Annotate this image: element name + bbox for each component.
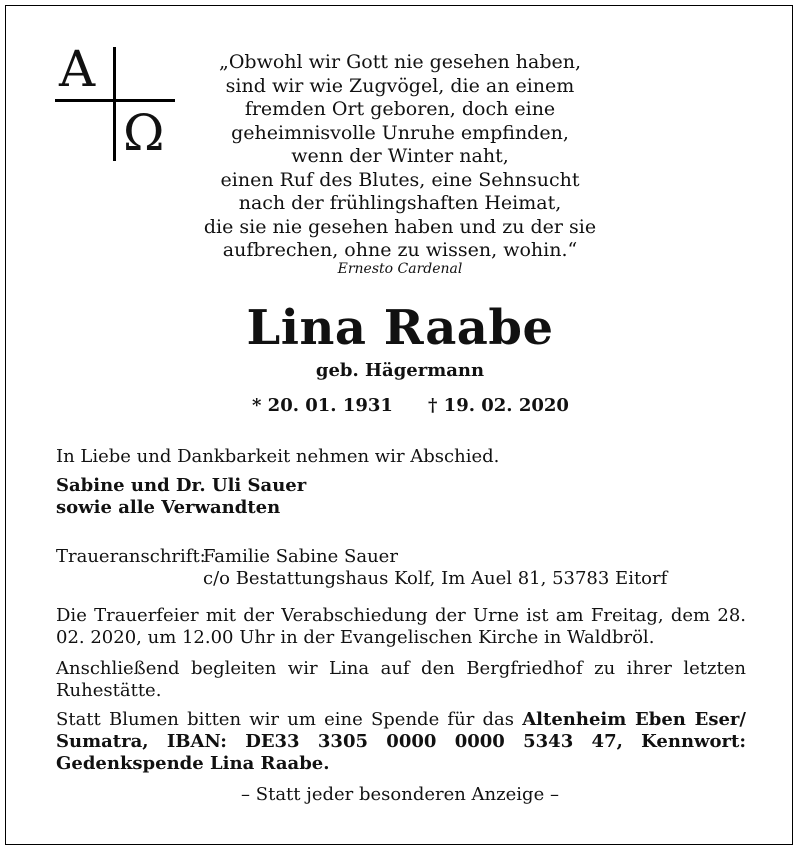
quote-author: Ernesto Cardenal (337, 261, 463, 277)
cross-horizontal-bar (55, 99, 175, 102)
family-signature (56, 475, 746, 519)
quote-line: fremden Ort geboren, doch eine (244, 98, 556, 120)
family-line: sowie alle Verwandten (56, 497, 281, 518)
quote (200, 51, 600, 263)
alpha-letter: A (59, 40, 96, 98)
cross-vertical-bar (113, 47, 116, 161)
birth-name: geb. Hägermann (315, 360, 485, 381)
donation-intro: Statt Blumen bitten wir um eine Spende für das (56, 709, 523, 730)
mourning-address (56, 546, 746, 590)
quote-line: einen Ruf des Blutes, eine Sehnsucht (220, 168, 580, 191)
quote-line: sind wir wie Zugvögel, die an einem (225, 74, 575, 97)
quote-line: die sie nie gesehen haben und zu der sie (203, 215, 597, 238)
quote-line: „Obwohl wir Gott nie gesehen haben, (218, 51, 582, 73)
farewell-text: In Liebe und Dankbarkeit nehmen wir Abschied. (56, 446, 500, 467)
quote-line: aufbrechen, ohne zu wissen, wohin.“ (222, 239, 578, 261)
quote-line: nach der frühlingshaften Heimat, (238, 192, 562, 214)
ceremony-text: Die Trauerfeier mit der Verabschiedung der Urne ist am Freitag, dem 28. 02. 2020, um 12.00 Uhr in der Evangelischen Kirche in Waldbröl. (56, 605, 746, 648)
address-line: c/o Bestattungshaus Kolf, Im Auel 81, 53783 Eitorf (203, 568, 668, 589)
death-date: † 19. 02. 2020 (428, 395, 569, 416)
quote-line: geheimnisvolle Unruhe empfinden, (231, 121, 569, 144)
donation-text (56, 709, 746, 775)
family-line: Sabine und Dr. Uli Sauer (56, 475, 307, 496)
deceased-name: Lina Raabe (246, 300, 554, 356)
donation-details: Altenheim Eben Eser/ Sumatra, IBAN: DE33 3305 0000 0000 5343 47, Kennwort: Gedenkspende Lina Raabe. (56, 709, 746, 774)
burial-text: Anschließend begleiten wir Lina auf den Bergfriedhof zu ihrer letzten Ruhestätte. (56, 658, 746, 701)
birth-date: * 20. 01. 1931 (252, 395, 393, 416)
footer-note: – Statt jeder besonderen Anzeige – (241, 784, 559, 805)
quote-line: wenn der Winter naht, (291, 145, 509, 167)
address-line: Familie Sabine Sauer (203, 546, 398, 567)
alpha-omega-cross-icon (55, 40, 175, 162)
address-label: Traueranschrift: (56, 546, 206, 567)
omega-letter: Ω (123, 104, 165, 162)
